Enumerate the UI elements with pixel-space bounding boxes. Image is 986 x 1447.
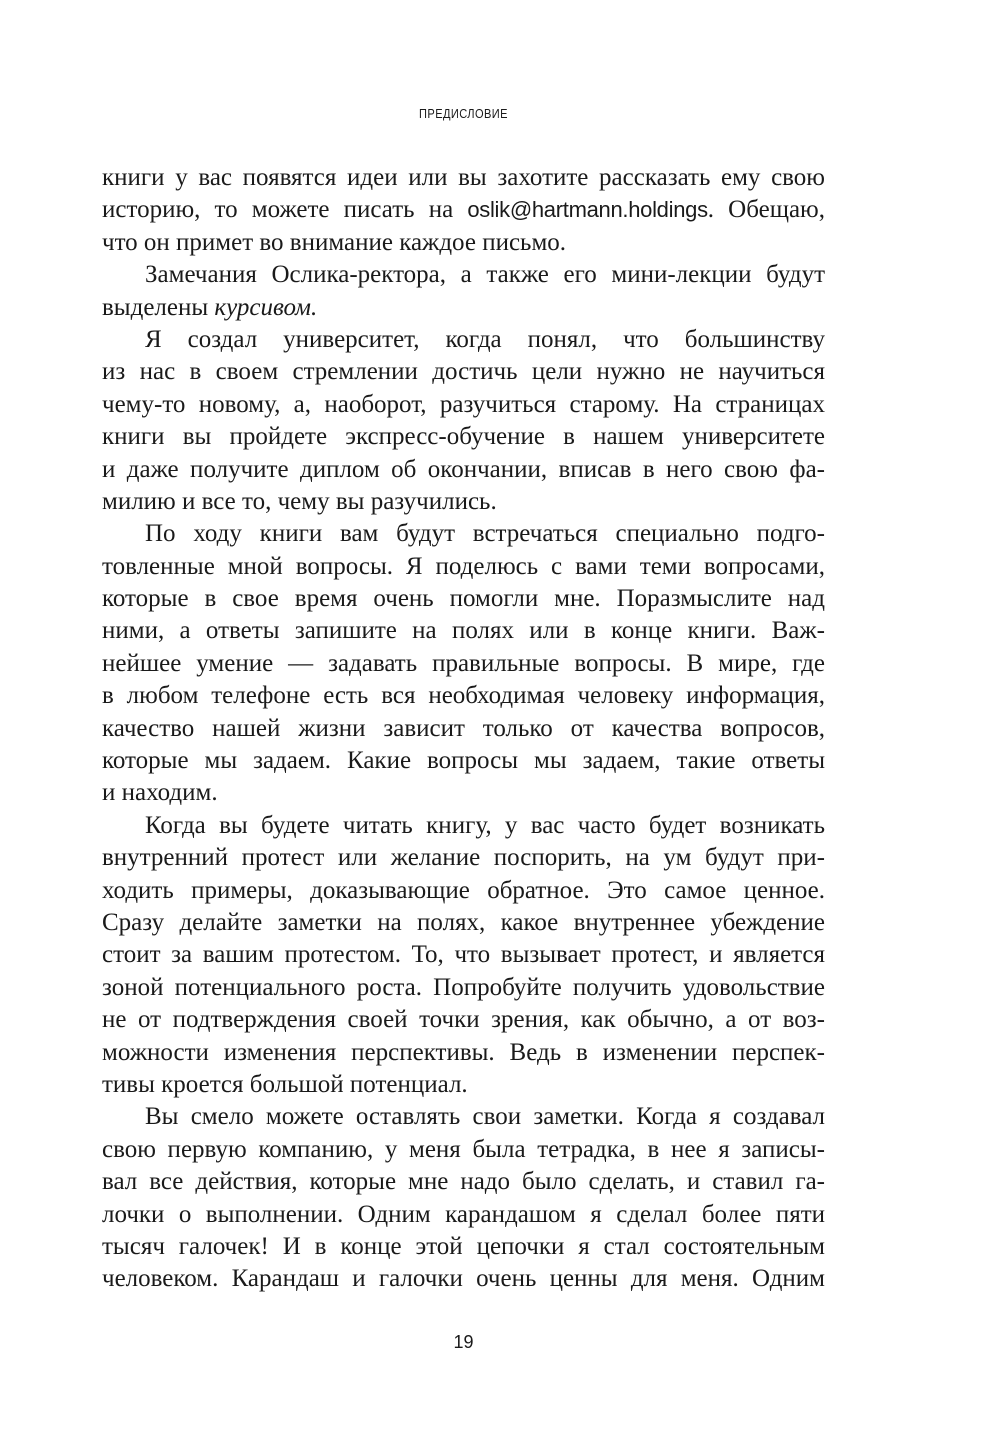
- text-line: книги вы пройдете экспресс-обучение в нашем университете: [102, 423, 825, 451]
- text-span: . Обещаю,: [707, 196, 825, 224]
- running-head: ПРЕДИСЛОВИЕ: [419, 106, 508, 121]
- text-line: Вы смело можете оставлять свои заметки. Когда я создавал: [145, 1103, 825, 1131]
- text-line: которые в свое время очень помогли мне. Поразмыслите над: [102, 585, 825, 613]
- text-line: тивы кроется большой потенциал.: [102, 1070, 468, 1098]
- text-span: выделены: [102, 293, 215, 321]
- text-line: что он примет во внимание каждое письмо.: [102, 228, 567, 256]
- text-line: которые мы задаем. Какие вопросы мы задаем, такие ответы: [102, 747, 825, 775]
- text-line: вал все действия, которые мне надо было сделать, и ставил га-: [102, 1168, 825, 1196]
- body-text: [102, 162, 825, 1296]
- text-line: ходить примеры, доказывающие обратное. Это самое ценное.: [102, 876, 825, 904]
- text-line: и находим.: [102, 779, 218, 807]
- text-line: свою первую компанию, у меня была тетрадка, в нее я записы-: [102, 1135, 825, 1163]
- text-line: [102, 194, 825, 226]
- text-line: Сразу делайте заметки на полях, какое внутреннее убеждение: [102, 908, 825, 936]
- email-address: oslik@hartmann.holdings: [467, 197, 708, 223]
- page-number: 19: [453, 1332, 474, 1352]
- text-line: человеком. Карандаш и галочки очень ценны для меня. Одним: [102, 1265, 825, 1293]
- text-line: не от подтверждения своей точки зрения, как обычно, а от воз-: [102, 1006, 825, 1034]
- text-line: зоной потенциального роста. Попробуйте получить удовольствие: [102, 973, 825, 1001]
- text-line: товленные мной вопросы. Я поделюсь с вами теми вопросами,: [102, 552, 825, 580]
- text-line: Я создал университет, когда понял, что большинству: [145, 325, 825, 353]
- text-line: По ходу книги вам будут встречаться специально подго-: [145, 520, 825, 548]
- text-line: внутренний протест или желание поспорить, на ум будут при-: [102, 844, 825, 872]
- text-line: качество нашей жизни зависит только от качества вопросов,: [102, 714, 825, 742]
- text-line: и даже получите диплом об окончании, вписав в него свою фа-: [102, 455, 825, 483]
- paragraph: [102, 162, 825, 259]
- paragraph: [102, 518, 825, 810]
- text-line: стоит за вашим протестом. То, что вызывает протест, и является: [102, 941, 825, 969]
- text-line: из нас в своем стремлении достичь цели нужно не научиться: [102, 358, 825, 386]
- text-line: милию и все то, чему вы разучились.: [102, 487, 497, 515]
- text-line: лочки о выполнении. Одним карандашом я сделал более пяти: [102, 1200, 825, 1228]
- text-line: ними, а ответы запишите на полях или в конце книги. Важ-: [102, 617, 825, 645]
- text-line: нейшее умение — задавать правильные вопросы. В мире, где: [102, 649, 825, 677]
- text-line: в любом телефоне есть вся необходимая человеку информация,: [102, 682, 825, 710]
- paragraph: [102, 810, 825, 1102]
- text-line: книги у вас появятся идеи или вы захотите рассказать ему свою: [102, 164, 825, 191]
- text-line: Когда вы будете читать книгу, у вас часто будет возникать: [145, 811, 825, 839]
- paragraph: [102, 324, 825, 518]
- paragraph: [102, 1101, 825, 1295]
- text-line: [102, 292, 825, 324]
- italic-text: курсивом.: [214, 293, 318, 321]
- text-line: Замечания Ослика-ректора, а также его мини-лекции будут: [145, 261, 825, 289]
- text-span: историю, то можете писать на: [102, 196, 468, 224]
- text-line: чему-то новому, а, наоборот, разучиться старому. На страницах: [102, 390, 825, 418]
- text-line: тысяч галочек! И в конце этой цепочки я стал состоятельным: [102, 1232, 825, 1260]
- paragraph: [102, 259, 825, 324]
- text-line: можности изменения перспективы. Ведь в изменении перспек-: [102, 1038, 825, 1066]
